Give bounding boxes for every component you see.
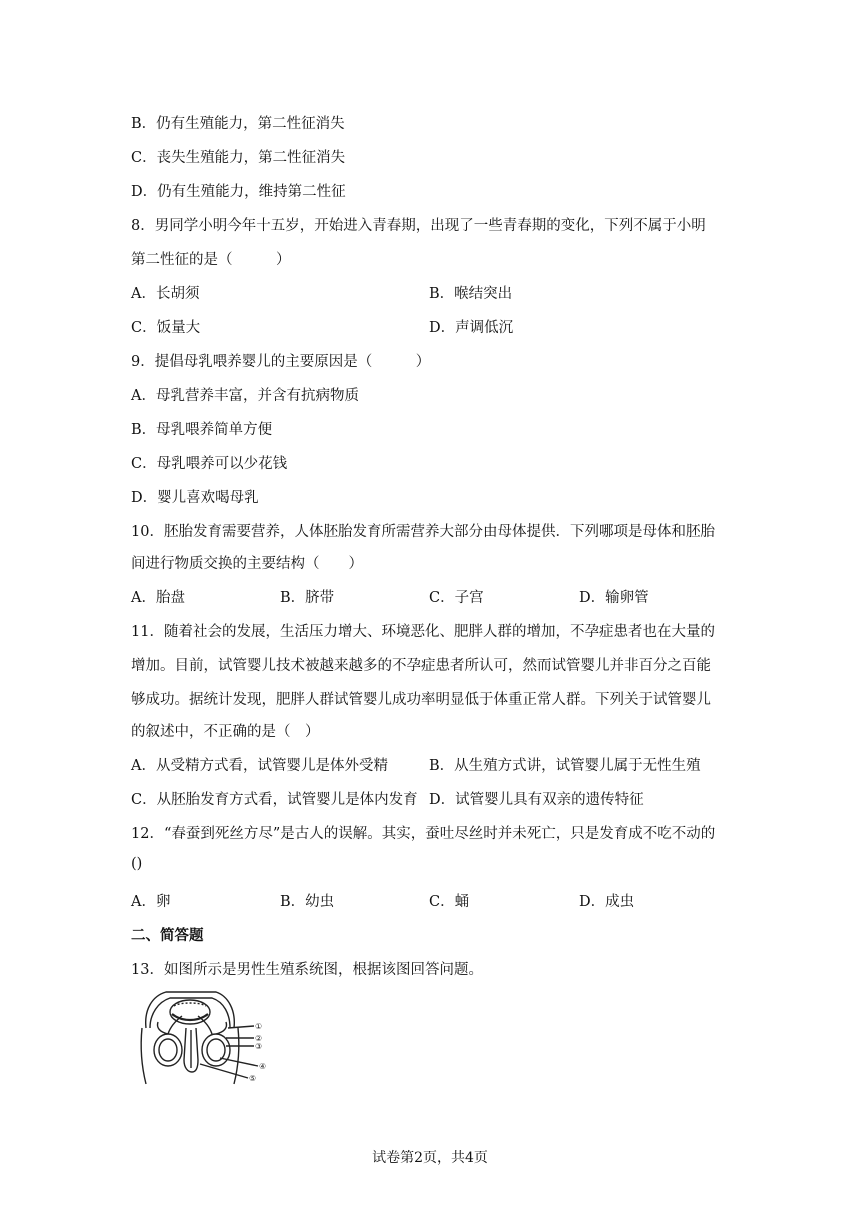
q12-option-b: B．幼虫 [280, 894, 335, 910]
q12-option-c: C．蛹 [429, 894, 470, 910]
q8-stem-line1: 8．男同学小明今年十五岁，开始进入青春期，出现了一些青春期的变化，下列不属于小明 [131, 218, 706, 234]
q8-option-d: D．声调低沉 [429, 320, 514, 336]
q12-stem-line1: 12．“春蚕到死丝方尽”是古人的误解。其实，蚕吐尽丝时并未死亡，只是发育成不吃不动的 [131, 826, 716, 842]
q11-option-b: B．从生殖方式讲，试管婴儿属于无性生殖 [429, 758, 701, 774]
q8-option-b: B．喉结突出 [429, 286, 513, 302]
q11-stem-line1: 11．随着社会的发展，生活压力增大、环境恶化、肥胖人群的增加，不孕症患者也在大量的 [131, 624, 715, 640]
figure-label-3: ③ [255, 1042, 263, 1051]
figure-label-4: ④ [259, 1062, 267, 1071]
section-heading: 二、简答题 [131, 927, 204, 944]
page-footer: 试卷第2页，共4页 [372, 1150, 488, 1166]
q8-option-c: C．饭量大 [131, 320, 201, 336]
q7-option-b: B．仍有生殖能力，第二性征消失 [131, 116, 345, 132]
q12-option-a: A．卵 [131, 894, 171, 910]
q8-stem-line2: 第二性征的是（ ） [131, 252, 291, 268]
q9-option-b: B．母乳喂养简单方便 [131, 422, 273, 438]
q12-option-d: D．成虫 [579, 894, 635, 910]
q11-option-d: D．试管婴儿具有双亲的遗传特征 [429, 792, 644, 808]
male-reproductive-system-figure [136, 988, 276, 1088]
q13-stem: 13．如图所示是男性生殖系统图，根据该图回答问题。 [131, 962, 483, 978]
q9-option-d: D．婴儿喜欢喝母乳 [131, 490, 259, 506]
q11-stem-line4: 的叙述中，不正确的是（ ） [131, 724, 320, 740]
q11-option-c: C．从胚胎发育方式看，试管婴儿是体内发育 [131, 792, 418, 808]
q10-option-a: A．胎盘 [131, 590, 185, 606]
figure-label-2: ② [255, 1034, 263, 1043]
q10-option-d: D．输卵管 [579, 590, 649, 606]
q11-option-a: A．从受精方式看，试管婴儿是体外受精 [131, 758, 388, 774]
q9-option-a: A．母乳营养丰富，并含有抗病物质 [131, 388, 359, 404]
q8-option-a: A．长胡须 [131, 286, 200, 302]
q10-stem-line1: 10．胚胎发育需要营养，人体胚胎发育所需营养大部分由母体提供．下列哪项是母体和胚胎 [131, 524, 715, 540]
q10-option-b: B．脐带 [280, 590, 335, 606]
q7-option-d: D．仍有生殖能力，维持第二性征 [131, 184, 346, 200]
q9-stem: 9．提倡母乳喂养婴儿的主要原因是（ ） [131, 354, 431, 370]
q11-stem-line3: 够成功。据统计发现，肥胖人群试管婴儿成功率明显低于体重正常人群。下列关于试管婴儿 [131, 692, 711, 708]
q11-stem-line2: 增加。目前，试管婴儿技术被越来越多的不孕症患者所认可，然而试管婴儿并非百分之百能 [131, 658, 711, 674]
q7-option-c: C．丧失生殖能力，第二性征消失 [131, 150, 346, 166]
q9-option-c: C．母乳喂养可以少花钱 [131, 456, 288, 472]
q10-stem-line2: 间进行物质交换的主要结构（ ） [131, 556, 363, 572]
q12-stem-line2: () [131, 856, 143, 872]
figure-label-5: ⑤ [249, 1074, 257, 1083]
q10-option-c: C．子宫 [429, 590, 484, 606]
figure-label-1: ① [255, 1022, 263, 1031]
